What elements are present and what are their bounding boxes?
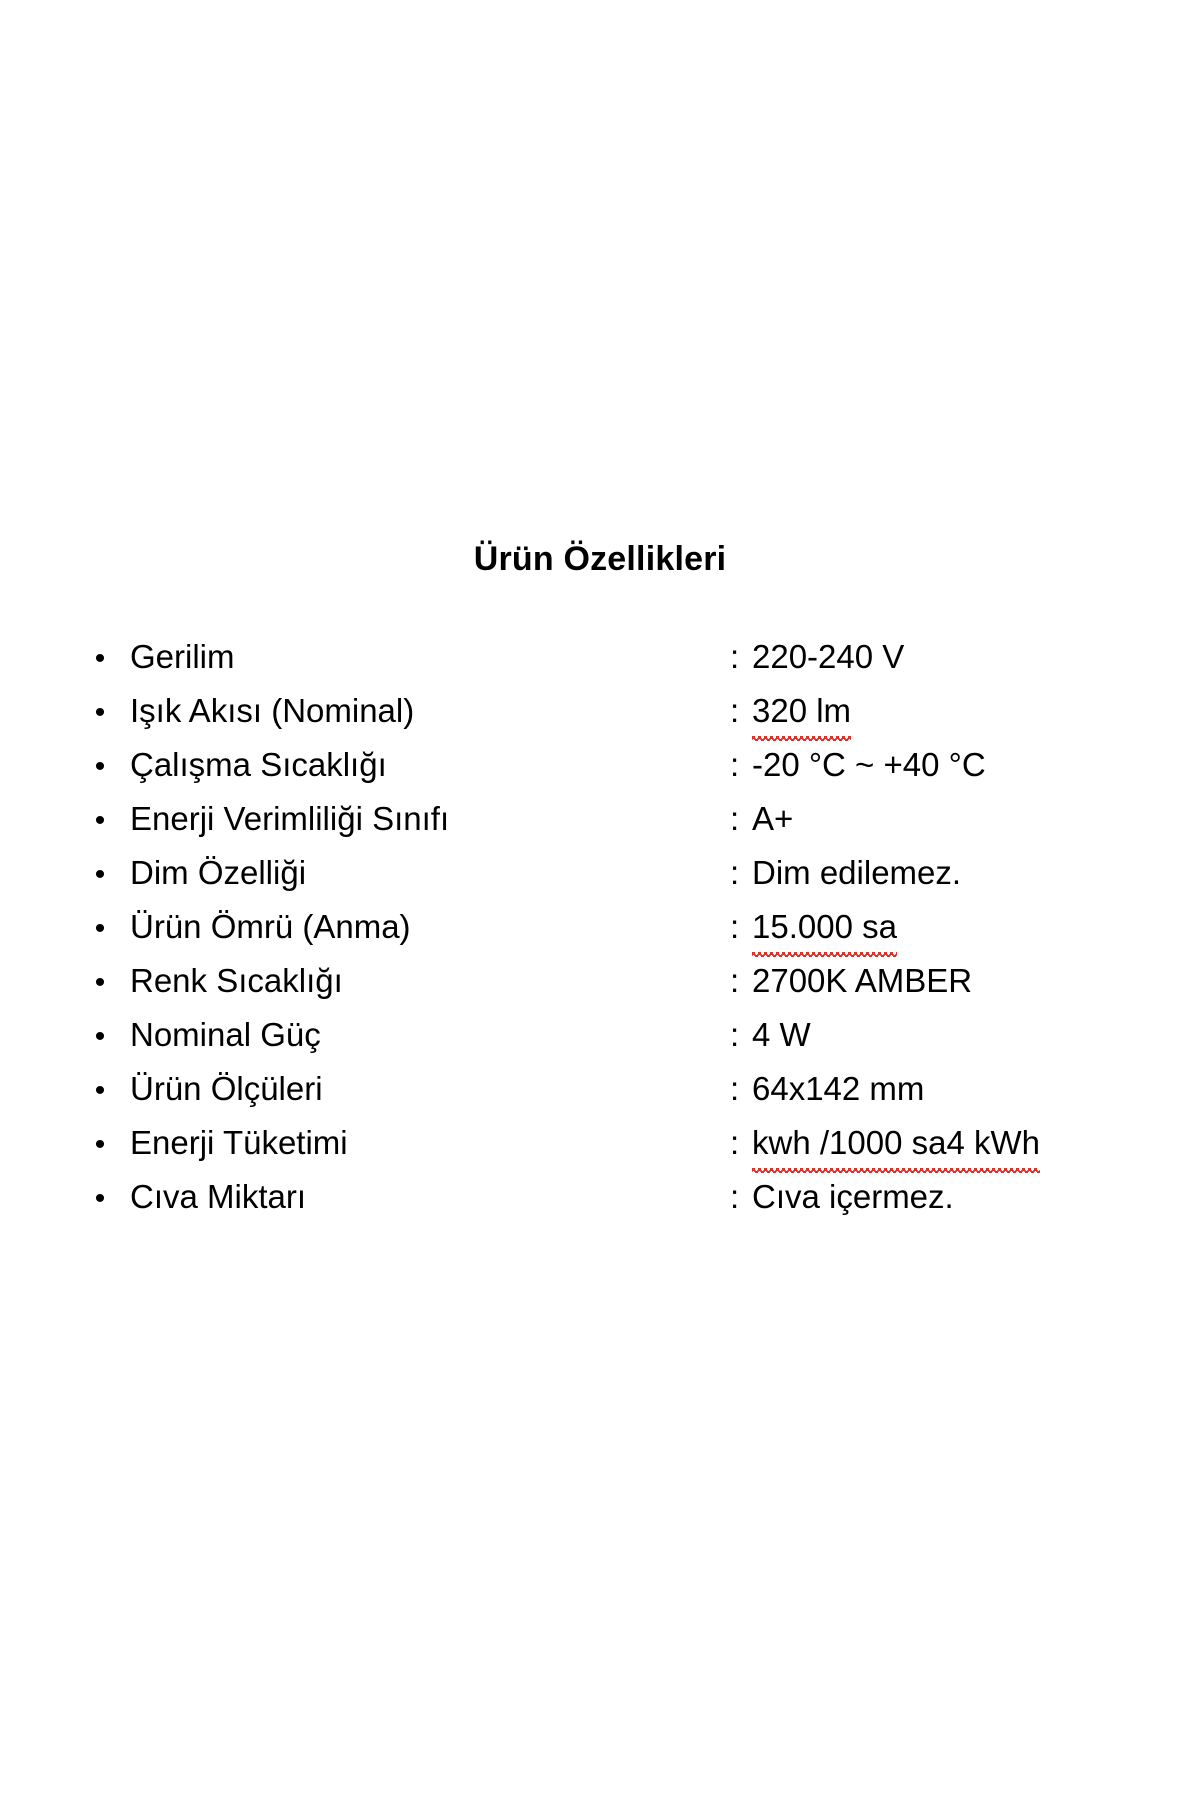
spec-value-text: 4 W xyxy=(752,1016,811,1053)
bullet-icon: • xyxy=(94,912,106,945)
spec-value xyxy=(730,684,1140,738)
spec-label: Nominal Güç xyxy=(130,1016,321,1053)
bullet-icon: • xyxy=(94,966,106,999)
spec-label: Ürün Ölçüleri xyxy=(130,1070,323,1107)
colon-separator: : xyxy=(730,1070,740,1107)
spec-label: Çalışma Sıcaklığı xyxy=(130,746,387,783)
spec-value xyxy=(730,792,1140,846)
colon-separator: : xyxy=(730,638,740,675)
list-item xyxy=(70,738,1140,792)
spec-value xyxy=(730,1062,1140,1116)
spec-label: Enerji Verimliliği Sınıfı xyxy=(130,800,450,837)
spec-value xyxy=(730,630,1140,684)
spec-label: Dim Özelliği xyxy=(130,854,307,891)
colon-separator: : xyxy=(730,1124,740,1161)
bullet-icon: • xyxy=(94,696,106,729)
spec-value-text: 15.000 sa xyxy=(752,900,897,954)
spec-value xyxy=(730,1116,1140,1170)
list-item xyxy=(70,846,1140,900)
colon-separator: : xyxy=(730,800,740,837)
spec-value-text: 220-240 V xyxy=(752,638,905,675)
bullet-icon: • xyxy=(94,1074,106,1107)
bullet-icon: • xyxy=(94,1128,106,1161)
bullet-icon: • xyxy=(94,642,106,675)
spec-label: Gerilim xyxy=(130,638,235,675)
list-item xyxy=(70,792,1140,846)
spec-label: Ürün Ömrü (Anma) xyxy=(130,908,411,945)
colon-separator: : xyxy=(730,854,740,891)
list-item xyxy=(70,684,1140,738)
spec-value-text: Dim edilemez. xyxy=(752,854,962,891)
bullet-icon: • xyxy=(94,804,106,837)
spec-value-text: A+ xyxy=(752,800,794,837)
spec-label: Cıva Miktarı xyxy=(130,1178,307,1215)
spec-value-text: kwh /1000 sa4 kWh xyxy=(752,1116,1040,1170)
spec-label: Renk Sıcaklığı xyxy=(130,962,343,999)
spec-value xyxy=(730,738,1140,792)
colon-separator: : xyxy=(730,908,740,945)
list-item xyxy=(70,1062,1140,1116)
spec-value-text: 2700K AMBER xyxy=(752,962,973,999)
bullet-icon: • xyxy=(94,1182,106,1215)
colon-separator: : xyxy=(730,746,740,783)
list-item xyxy=(70,954,1140,1008)
spec-value-text: Cıva içermez. xyxy=(752,1178,954,1215)
list-item xyxy=(70,1116,1140,1170)
colon-separator: : xyxy=(730,962,740,999)
spec-value-text: 320 lm xyxy=(752,684,851,738)
list-item xyxy=(70,900,1140,954)
spec-value xyxy=(730,846,1140,900)
list-item xyxy=(70,630,1140,684)
list-item xyxy=(70,1170,1140,1224)
colon-separator: : xyxy=(730,1016,740,1053)
spec-value xyxy=(730,1170,1140,1224)
spec-value xyxy=(730,954,1140,1008)
spec-value-text: -20 °C ~ +40 °C xyxy=(752,746,986,783)
specifications-list xyxy=(70,630,1140,1224)
bullet-icon: • xyxy=(94,750,106,783)
spec-label: Işık Akısı (Nominal) xyxy=(130,692,415,729)
spec-label: Enerji Tüketimi xyxy=(130,1124,348,1161)
colon-separator: : xyxy=(730,1178,740,1215)
spec-value-text: 64x142 mm xyxy=(752,1070,925,1107)
bullet-icon: • xyxy=(94,1020,106,1053)
spec-value xyxy=(730,1008,1140,1062)
list-item xyxy=(70,1008,1140,1062)
page-title: Ürün Özellikleri xyxy=(473,540,727,578)
bullet-icon: • xyxy=(94,858,106,891)
spec-value xyxy=(730,900,1140,954)
colon-separator: : xyxy=(730,692,740,729)
